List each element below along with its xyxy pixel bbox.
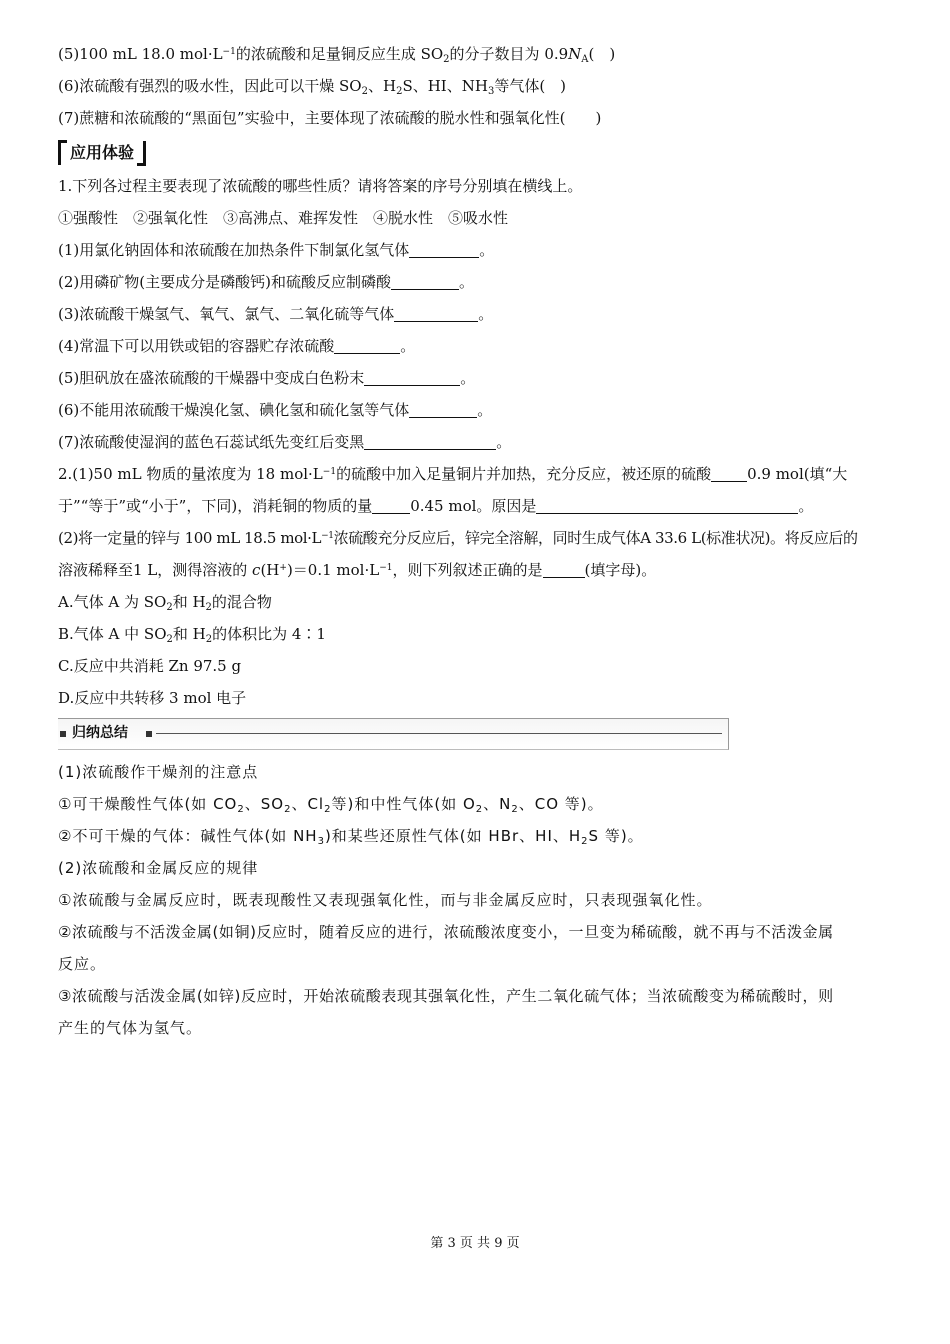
problem-1-item-2: (2)用磷矿物(主要成分是磷酸钙)和硫酸反应制磷酸 。 <box>58 273 474 291</box>
problem-1-item-5: (5)胆矾放在盛浓硫酸的干燥器中变成白色粉末 。 <box>58 369 476 387</box>
summary-heading-2: (2)浓硫酸和金属反应的规律 <box>58 859 259 877</box>
summary-rule-3a: ③浓硫酸与活泼金属(如锌)反应时，开始浓硫酸表现其强氧化性，产生二氧化硫气体；当浓硫酸变为稀硫酸时，则 <box>58 987 834 1005</box>
square-bullet-icon <box>146 731 152 737</box>
answer-blank[interactable] <box>394 303 478 322</box>
problem-1-stem: 1.下列各过程主要表现了浓硫酸的哪些性质？请将答案的序号分别填在横线上。 <box>58 177 583 195</box>
problem-1-item-3: (3)浓硫酸干燥氢气、氧气、氯气、二氧化硫等气体 。 <box>58 305 494 323</box>
choice-a: A.气体 A 为 $SO_2$和 $H_2$的混合物 <box>58 593 272 613</box>
answer-blank[interactable] <box>536 495 798 514</box>
problem-2-line-2: 于”“等于”或“小于”，下同)，消耗铜的物质的量 0.45 mol。原因是 。 <box>58 497 814 515</box>
answer-blank[interactable] <box>409 239 479 258</box>
choice-d: D.反应中共转移 3 mol 电子 <box>58 689 247 707</box>
section-title: 应用体验 <box>58 138 146 168</box>
problem-2-line-1: 2.(1)50 mL 物质的量浓度为 18 $mol\cdot L^{-1}$的硫酸中加入足量铜片并加热，充分反应，被还原的硫酸 0.9 mol(填“大 <box>58 465 848 483</box>
judge-item-6: (6)浓硫酸有强烈的吸水性，因此可以干燥 $SO_2$、$H_2S$、HI、$NH_3$等气体( ) <box>58 77 567 97</box>
summary-heading-1: (1)浓硫酸作干燥剂的注意点 <box>58 763 259 781</box>
summary-rule-2b: 反应。 <box>58 955 107 973</box>
page-content <box>58 38 908 1044</box>
problem-1-options: ①强酸性 ②强氧化性 ③高沸点、难挥发性 ④脱水性 ⑤吸水性 <box>58 209 509 227</box>
answer-blank[interactable] <box>409 399 477 418</box>
problem-1-item-4: (4)常温下可以用铁或铝的容器贮存浓硫酸 。 <box>58 337 416 355</box>
answer-blank[interactable] <box>364 367 460 386</box>
problem-1-item-6: (6)不能用浓硫酸干燥溴化氢、碘化氢和硫化氢等气体 。 <box>58 401 493 419</box>
answer-blank[interactable] <box>372 495 410 514</box>
judge-item-5: (5)100 mL 18.0 $mol\cdot L^{-1}$的浓硫酸和足量铜反应生成 $SO_2$的分子数目为 $0.9N_A$( ) <box>58 45 616 65</box>
summary-rule-1: ①浓硫酸与金属反应时，既表现酸性又表现强氧化性，而与非金属反应时，只表现强氧化性。 <box>58 891 713 909</box>
summary-rule-2a: ②浓硫酸与不活泼金属(如铜)反应时，随着反应的进行，浓硫酸浓度变小，一旦变为稀硫酸，就不再与不活泼金属 <box>58 923 834 941</box>
summary-point-1: ①可干燥酸性气体(如 $CO_2$、$SO_2$、$Cl_2$等)和中性气体(如 $O_2$、$N_2$、CO 等)。 <box>58 795 604 815</box>
answer-blank[interactable] <box>711 463 747 482</box>
problem-2-line-4: 溶液稀释至1 L，测得溶液的 c(H+)＝0.1 $mol\cdot L^{-1}$，则下列叙述正确的是 (填字母)。 <box>58 561 657 579</box>
choice-b: B.气体 A 中 $SO_2$和 $H_2$的体积比为 4∶1 <box>58 625 326 645</box>
problem-2-line-3: (2)将一定量的锌与 100 mL 18.5 $mol\cdot L^{-1}$浓硫酸充分反应后，锌完全溶解，同时生成气体A 33.6 L(标准状况)。将反应后的 <box>58 529 858 547</box>
problem-1-item-1: (1)用氯化钠固体和浓硫酸在加热条件下制氯化氢气体 。 <box>58 241 495 259</box>
summary-rule-3b: 产生的气体为氢气。 <box>58 1019 203 1037</box>
square-bullet-icon <box>60 731 66 737</box>
page-number: 第 3 页 共 9 页 <box>430 1236 520 1251</box>
answer-blank[interactable] <box>543 559 585 578</box>
summary-point-2: ②不可干燥的气体：碱性气体(如 $NH_3$)和某些还原性气体(如 HBr、HI、$H_2S$ 等)。 <box>58 827 644 847</box>
divider <box>156 733 722 734</box>
choice-c: C.反应中共消耗 Zn 97.5 g <box>58 657 242 675</box>
answer-blank[interactable] <box>364 431 496 450</box>
problem-1-item-7: (7)浓硫酸使湿润的蓝色石蕊试纸先变红后变黑 。 <box>58 433 512 451</box>
judge-item-7: (7)蔗糖和浓硫酸的“黑面包”实验中，主要体现了浓硫酸的脱水性和强氧化性( ) <box>58 109 602 127</box>
summary-title: 归纳总结 <box>72 725 128 741</box>
summary-header <box>58 718 729 750</box>
answer-blank[interactable] <box>391 271 459 290</box>
answer-blank[interactable] <box>334 335 400 354</box>
